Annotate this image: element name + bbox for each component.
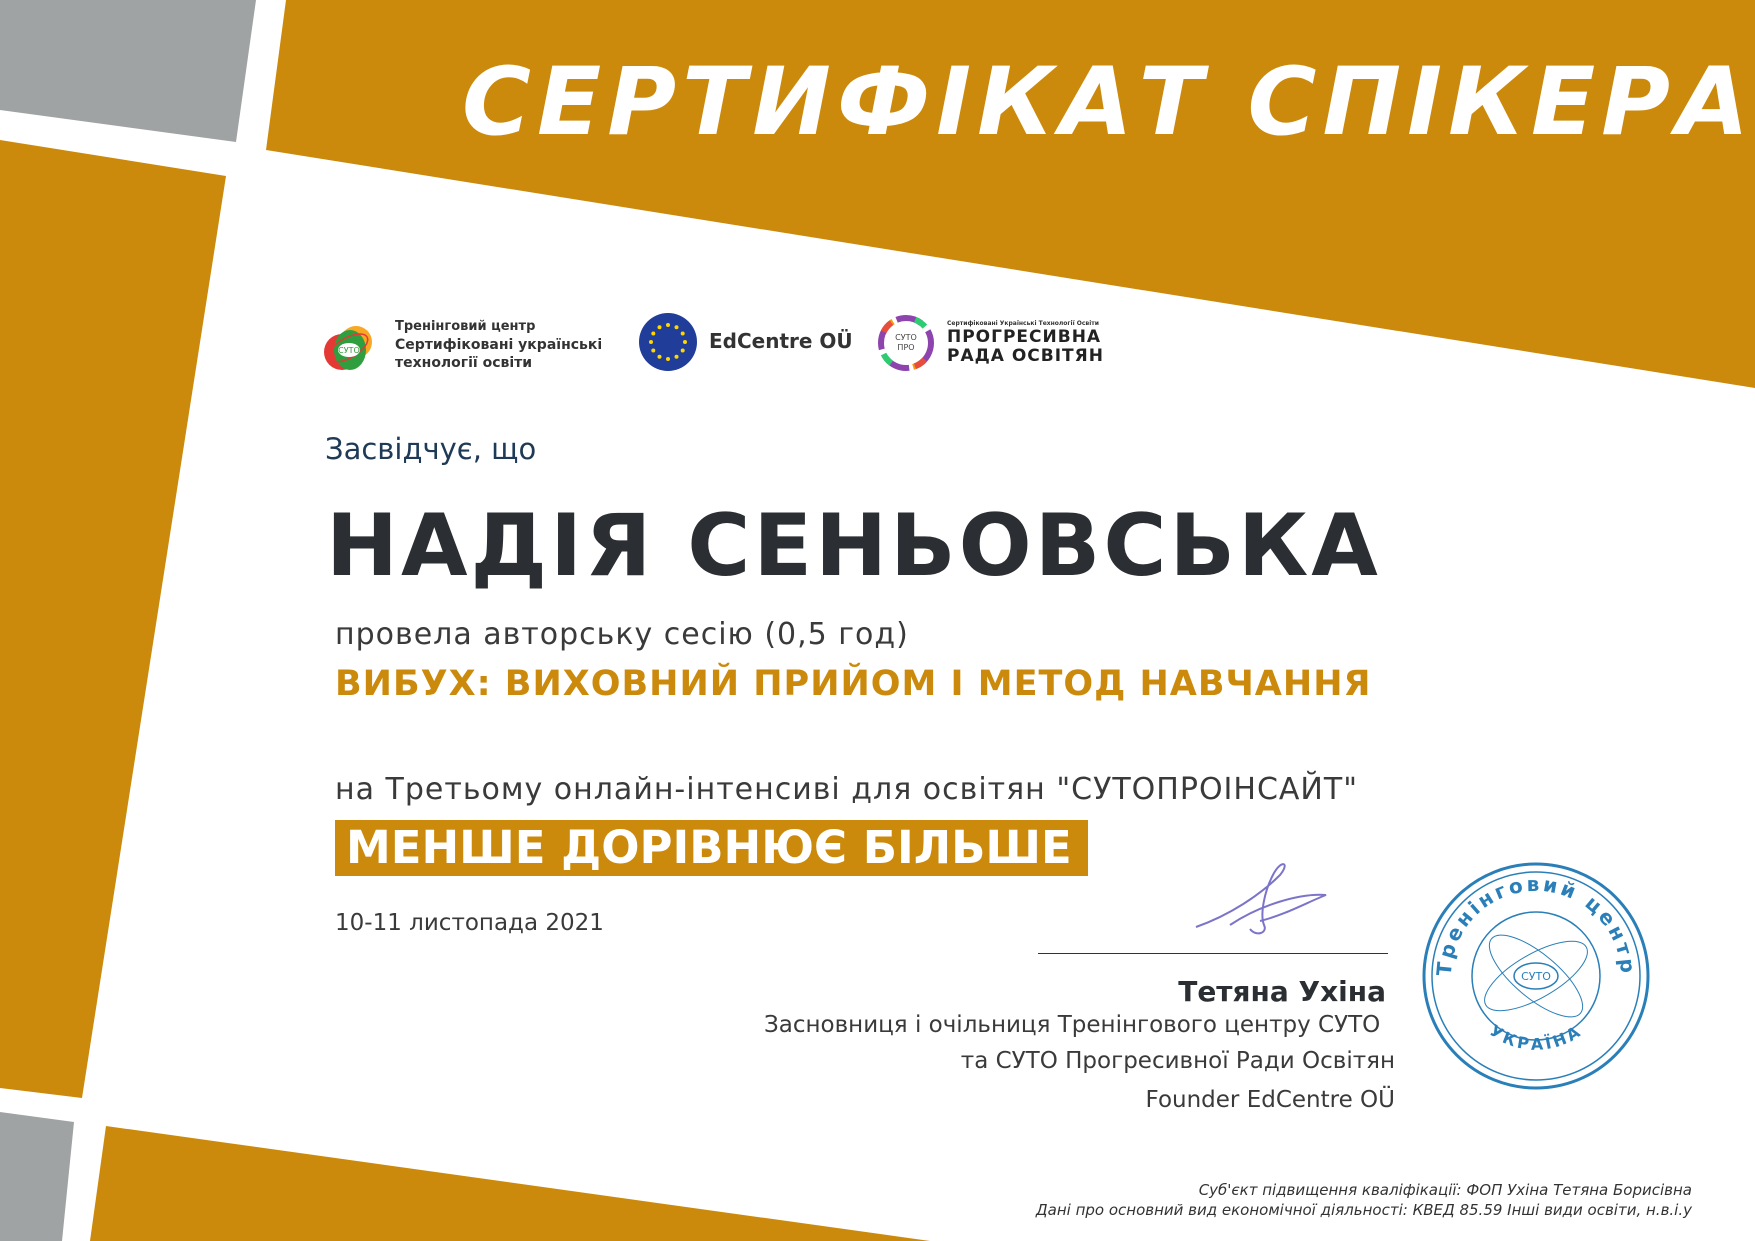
stamp-bottom-text: УКРАЇНА bbox=[1486, 1020, 1586, 1054]
signer-name: Тетяна Ухіна bbox=[1178, 975, 1386, 1008]
activity-text: провела авторську сесію (0,5 год) bbox=[335, 617, 909, 652]
handwritten-signature bbox=[1190, 855, 1340, 945]
event-date: 10-11 листопада 2021 bbox=[335, 910, 604, 936]
intro-text: Засвідчує, що bbox=[325, 432, 537, 466]
footer-line-2: Дані про основний вид економічної діяльності: КВЕД 85.59 Інші види освіти, н.в.і.у bbox=[1035, 1201, 1692, 1219]
event-text: на Третьому онлайн-інтенсиві для освітян "СУТОПРОІНСАЙТ" bbox=[335, 772, 1359, 807]
council-line1: ПРОГРЕСИВНА bbox=[947, 327, 1102, 347]
top-gray-block bbox=[0, 0, 256, 142]
certificate-title: СЕРТИФІКАТ СПІКЕРА bbox=[462, 48, 1755, 157]
council-emblem-text1: СУТО bbox=[895, 333, 917, 342]
stamp-top-text: Тренінговий центр bbox=[1431, 871, 1641, 977]
edcentre-logo bbox=[638, 312, 858, 376]
suto-emblem-icon bbox=[312, 312, 382, 382]
left-orange-band bbox=[0, 140, 226, 1098]
signer-role-3: Founder EdCentre OÜ bbox=[1145, 1087, 1395, 1113]
suto-center-line3: технології освіти bbox=[395, 355, 533, 371]
suto-center-logo bbox=[312, 312, 632, 382]
slogan-text: МЕНШЕ ДОРІВНЮЄ БІЛЬШЕ bbox=[346, 821, 1072, 874]
council-emblem-text2: ПРО bbox=[897, 343, 915, 352]
svg-text:УКРАЇНА bbox=[1486, 1021, 1586, 1054]
council-emblem-icon bbox=[873, 310, 939, 376]
official-stamp bbox=[1418, 858, 1654, 1094]
signature-line bbox=[1038, 953, 1388, 954]
suto-center-line1: Тренінговий центр bbox=[395, 319, 536, 334]
speaker-name: НАДІЯ СЕНЬОВСЬКА bbox=[326, 496, 1381, 596]
suto-emblem-text: СУТО bbox=[338, 346, 360, 355]
footer-line-1: Суб'єкт підвищення кваліфікації: ФОП Ухіна Тетяна Борисівна bbox=[1198, 1181, 1692, 1199]
council-line2: РАДА ОСВІТЯН bbox=[947, 346, 1104, 366]
council-small-line: Сертифіковані Українські Технології Освіти bbox=[947, 320, 1099, 327]
council-logo bbox=[873, 310, 1133, 380]
svg-text:Тренінговий центр bbox=[1432, 872, 1641, 977]
edcentre-label: EdCentre OÜ bbox=[709, 329, 853, 353]
session-title: ВИБУХ: ВИХОВНИЙ ПРИЙОМ І МЕТОД НАВЧАННЯ bbox=[335, 664, 1372, 704]
stamp-center-text: СУТО bbox=[1521, 970, 1551, 983]
signer-role-1: Засновниця і очільниця Тренінгового центру СУТО bbox=[764, 1012, 1381, 1038]
suto-center-line2: Сертифіковані українські bbox=[395, 337, 603, 353]
eu-flag-icon bbox=[638, 312, 698, 372]
bottom-gray-block bbox=[0, 1112, 74, 1241]
signer-role-2: та СУТО Прогресивної Ради Освітян bbox=[960, 1048, 1395, 1074]
